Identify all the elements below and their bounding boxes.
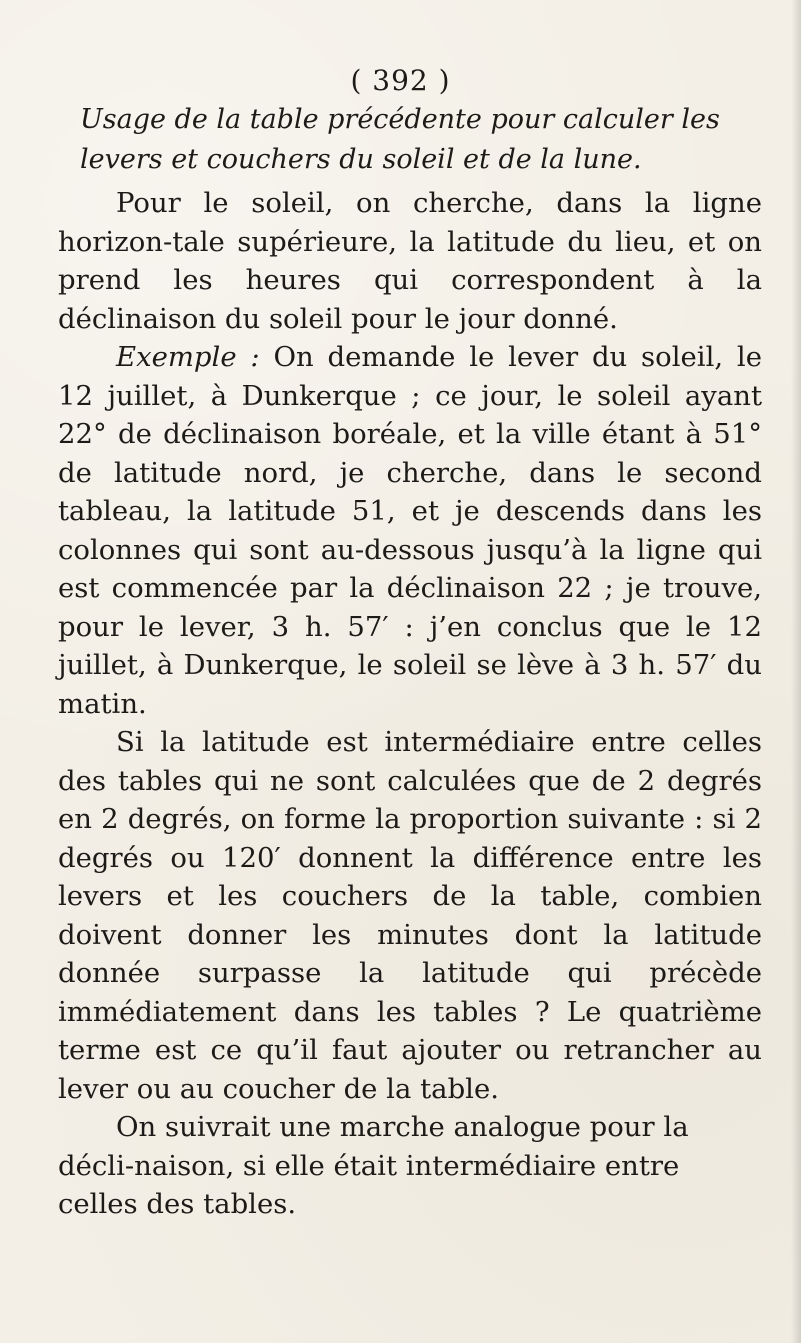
page-edge-shadow — [791, 0, 801, 1343]
section-heading — [80, 100, 760, 180]
example-label: Exemple : — [116, 341, 260, 373]
paragraph-example — [58, 338, 762, 723]
paragraph-declination: On suivrait une marche analogue pour la décli-naison, si elle était intermédiaire entre celles des tables. — [58, 1111, 689, 1220]
section-heading-line-2: levers et couchers du soleil et de la lune. — [80, 144, 642, 175]
page-number: ( 392 ) — [350, 64, 451, 97]
example-text: On demande le lever du soleil, le 12 juillet, à Dunkerque ; ce jour, le soleil ayant 22° de déclinaison boréale, et la ville étant à 51° de latitude nord, je cherche, dans le second tableau, la latitude 51, et je descends dans les colonnes qui sont au-dessous jusqu’à la ligne qui est commencée par la déclinaison 22 ; je trouve, pour le lever, 3 h. 57′ : j’en conclus que le 12 juillet, à Dunkerque, le soleil se lève à 3 h. 57′ du matin. — [58, 341, 762, 720]
body-text — [58, 184, 762, 1224]
section-heading-line-1: Usage de la table précédente pour calculer les — [80, 104, 720, 135]
paragraph-intermediate-latitude: Si la latitude est intermédiaire entre celles des tables qui ne sont calculées que de 2 degrés en 2 degrés, on forme la proportion suivante : si 2 degrés ou 120′ donnent la différence entre les levers et les couchers de la table, combien doivent donner les minutes dont la latitude donnée surpasse la latitude qui précède immédiatement dans les tables ? Le quatrième terme est ce qu’il faut ajouter ou retrancher au lever ou au coucher de la table. — [58, 726, 762, 1105]
paragraph-sun-method: Pour le soleil, on cherche, dans la ligne horizon-tale supérieure, la latitude du lieu, et on prend les heures qui correspondent à la déclinaison du soleil pour le jour donné. — [58, 187, 762, 335]
